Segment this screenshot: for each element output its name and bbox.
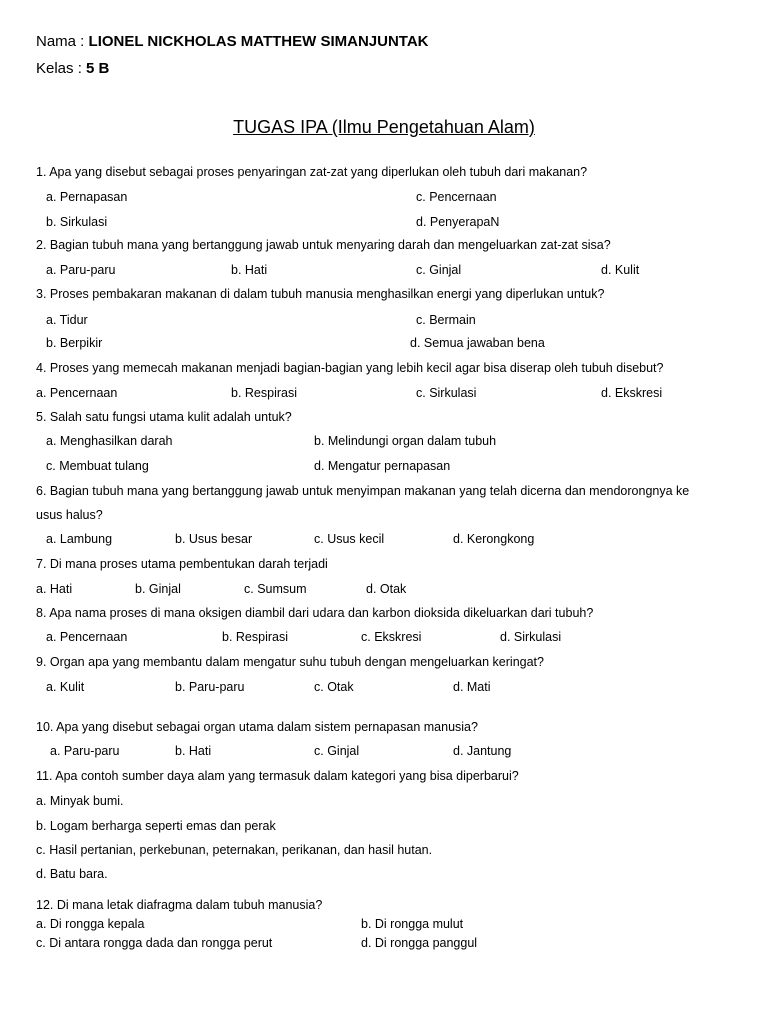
student-name: LIONEL NICKHOLAS MATTHEW SIMANJUNTAK xyxy=(88,33,429,50)
question-5-option-a: a. Menghasilkan darah xyxy=(46,434,173,448)
question-10-option-c: c. Ginjal xyxy=(314,744,360,758)
question-11-option-d: d. Batu bara. xyxy=(36,867,108,881)
student-class: 5 B xyxy=(86,60,110,77)
question-8-option-a: a. Pencernaan xyxy=(46,630,128,644)
question-11-option-c: c. Hasil pertanian, perkebunan, peternakan, perikanan, dan hasil hutan. xyxy=(36,843,433,857)
question-6-option-d: d. Kerongkong xyxy=(453,532,535,546)
question-11-option-a: a. Minyak bumi. xyxy=(36,794,124,808)
question-12-option-a: a. Di rongga kepala xyxy=(36,917,145,931)
question-3-option-c: c. Bermain xyxy=(416,313,476,327)
question-11-option-b: b. Logam berharga seperti emas dan perak xyxy=(36,819,276,833)
question-10-option-a: a. Paru-paru xyxy=(50,744,120,758)
question-2-option-c: c. Ginjal xyxy=(416,263,462,277)
question-5-option-b: b. Melindungi organ dalam tubuh xyxy=(314,434,497,448)
question-9-option-b: b. Paru-paru xyxy=(175,680,245,694)
question-8-option-b: b. Respirasi xyxy=(222,630,288,644)
question-12-option-c: c. Di antara rongga dada dan rongga perut xyxy=(36,936,273,950)
question-2-option-d: d. Kulit xyxy=(601,263,640,277)
question-8-option-d: d. Sirkulasi xyxy=(500,630,562,644)
question-10: 10. Apa yang disebut sebagai organ utama dalam sistem pernapasan manusia? xyxy=(36,720,478,734)
question-7-option-c: c. Sumsum xyxy=(244,582,307,596)
question-5-option-d: d. Mengatur pernapasan xyxy=(314,459,451,473)
question-6-option-a: a. Lambung xyxy=(46,532,113,546)
question-5: 5. Salah satu fungsi utama kulit adalah untuk? xyxy=(36,410,292,424)
class-label: Kelas : xyxy=(36,60,82,77)
question-4-option-d: d. Ekskresi xyxy=(601,386,663,400)
question-1-option-d: d. PenyerapaN xyxy=(416,215,500,229)
question-12-option-b: b. Di rongga mulut xyxy=(361,917,464,931)
question-1: 1. Apa yang disebut sebagai proses penyaringan zat-zat yang diperlukan oleh tubuh dari makanan? xyxy=(36,165,588,179)
question-6-continued: usus halus? xyxy=(36,508,103,522)
worksheet-title: TUGAS IPA (Ilmu Pengetahuan Alam) xyxy=(233,117,535,137)
question-3-option-d: d. Semua jawaban bena xyxy=(410,336,545,350)
question-8-option-c: c. Ekskresi xyxy=(361,630,422,644)
question-9-option-d: d. Mati xyxy=(453,680,491,694)
question-7-option-a: a. Hati xyxy=(36,582,73,596)
question-4-option-c: c. Sirkulasi xyxy=(416,386,477,400)
question-1-option-b: b. Sirkulasi xyxy=(46,215,108,229)
question-6-option-b: b. Usus besar xyxy=(175,532,253,546)
question-9-option-c: c. Otak xyxy=(314,680,354,694)
question-2-option-a: a. Paru-paru xyxy=(46,263,116,277)
question-2-option-b: b. Hati xyxy=(231,263,268,277)
question-9-option-a: a. Kulit xyxy=(46,680,85,694)
question-10-option-d: d. Jantung xyxy=(453,744,512,758)
question-4-option-a: a. Pencernaan xyxy=(36,386,118,400)
question-1-option-c: c. Pencernaan xyxy=(416,190,497,204)
student-name-line xyxy=(36,33,429,50)
question-12-option-d: d. Di rongga panggul xyxy=(361,936,478,950)
question-3-option-a: a. Tidur xyxy=(46,313,88,327)
question-7: 7. Di mana proses utama pembentukan darah terjadi xyxy=(36,557,328,571)
question-2: 2. Bagian tubuh mana yang bertanggung jawab untuk menyaring darah dan mengeluarkan zat-zat sisa? xyxy=(36,238,611,252)
question-3-option-b: b. Berpikir xyxy=(46,336,103,350)
question-12: 12. Di mana letak diafragma dalam tubuh manusia? xyxy=(36,898,323,912)
question-9: 9. Organ apa yang membantu dalam mengatur suhu tubuh dengan mengeluarkan keringat? xyxy=(36,655,544,669)
question-7-option-b: b. Ginjal xyxy=(135,582,181,596)
question-6: 6. Bagian tubuh mana yang bertanggung jawab untuk menyimpan makanan yang telah dicerna dan mendorongnya ke xyxy=(36,484,690,498)
question-4: 4. Proses yang memecah makanan menjadi bagian-bagian yang lebih kecil agar bisa diserap oleh tubuh disebut? xyxy=(36,361,664,375)
question-11: 11. Apa contoh sumber daya alam yang termasuk dalam kategori yang bisa diperbarui? xyxy=(36,769,519,783)
student-class-line xyxy=(36,60,109,77)
question-10-option-b: b. Hati xyxy=(175,744,212,758)
question-7-option-d: d. Otak xyxy=(366,582,407,596)
question-4-option-b: b. Respirasi xyxy=(231,386,297,400)
question-1-option-a: a. Pernapasan xyxy=(46,190,128,204)
question-5-option-c: c. Membuat tulang xyxy=(46,459,149,473)
question-6-option-c: c. Usus kecil xyxy=(314,532,385,546)
question-8: 8. Apa nama proses di mana oksigen diambil dari udara dan karbon dioksida dikeluarkan dari tubuh? xyxy=(36,606,594,620)
question-3: 3. Proses pembakaran makanan di dalam tubuh manusia menghasilkan energi yang diperlukan untuk? xyxy=(36,287,605,301)
name-label: Nama : xyxy=(36,33,85,50)
